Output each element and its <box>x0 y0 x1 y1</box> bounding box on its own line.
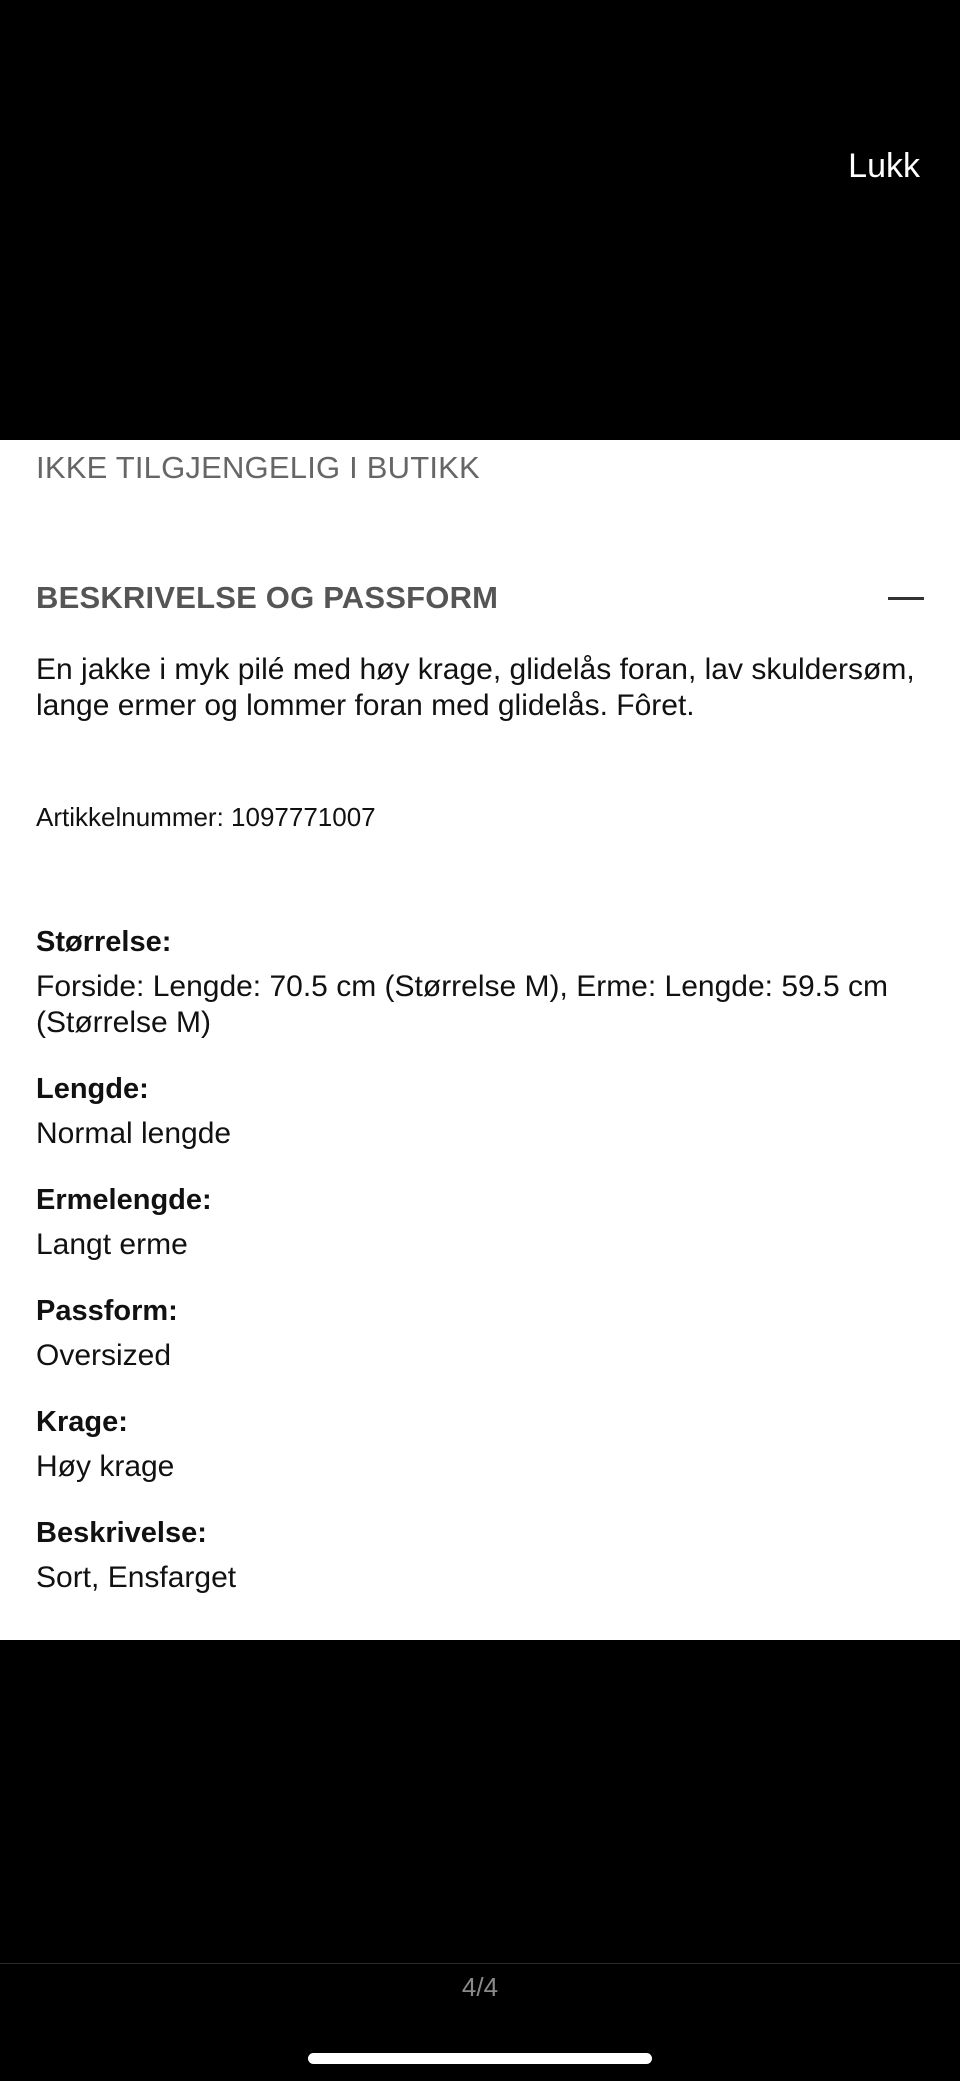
attribute-sleeve-length <box>36 1182 924 1263</box>
attribute-fit <box>36 1293 924 1374</box>
attribute-value: Forside: Lengde: 70.5 cm (Størrelse M), Erme: Lengde: 59.5 cm (Størrelse M) <box>36 970 889 1039</box>
attribute-label: Lengde: <box>36 1073 149 1105</box>
attribute-label: Krage: <box>36 1406 128 1438</box>
home-indicator[interactable] <box>308 2053 652 2064</box>
product-attributes <box>36 924 924 1626</box>
close-button[interactable]: Lukk <box>848 143 920 190</box>
attribute-length <box>36 1071 924 1152</box>
attribute-value: Høy krage <box>36 1450 175 1483</box>
attribute-label: Størrelse: <box>36 926 172 958</box>
attribute-label: Beskrivelse: <box>36 1517 207 1549</box>
attribute-value: Langt erme <box>36 1228 188 1261</box>
attribute-value: Sort, Ensfarget <box>36 1561 237 1594</box>
viewer-top-bar <box>0 0 960 440</box>
minus-icon[interactable] <box>888 597 924 600</box>
attribute-description <box>36 1515 924 1596</box>
attribute-label: Ermelengde: <box>36 1184 212 1216</box>
product-info-panel <box>0 440 960 1640</box>
attribute-value: Normal lengde <box>36 1117 232 1150</box>
article-number: Artikkelnummer: 1097771007 <box>36 802 376 832</box>
page-indicator: 4/4 <box>0 1963 960 2024</box>
attribute-size <box>36 924 924 1041</box>
attribute-label: Passform: <box>36 1295 178 1327</box>
store-availability: IKKE TILGJENGELIG I BUTIKK <box>36 450 480 485</box>
description-accordion-header[interactable] <box>36 573 924 623</box>
product-description: En jakke i myk pilé med høy krage, glidelås foran, lav skuldersøm, lange ermer og lommer foran med glidelås. Fôret. <box>36 653 915 722</box>
section-title: BESKRIVELSE OG PASSFORM <box>36 580 499 615</box>
attribute-value: Oversized <box>36 1339 172 1372</box>
attribute-collar <box>36 1404 924 1485</box>
